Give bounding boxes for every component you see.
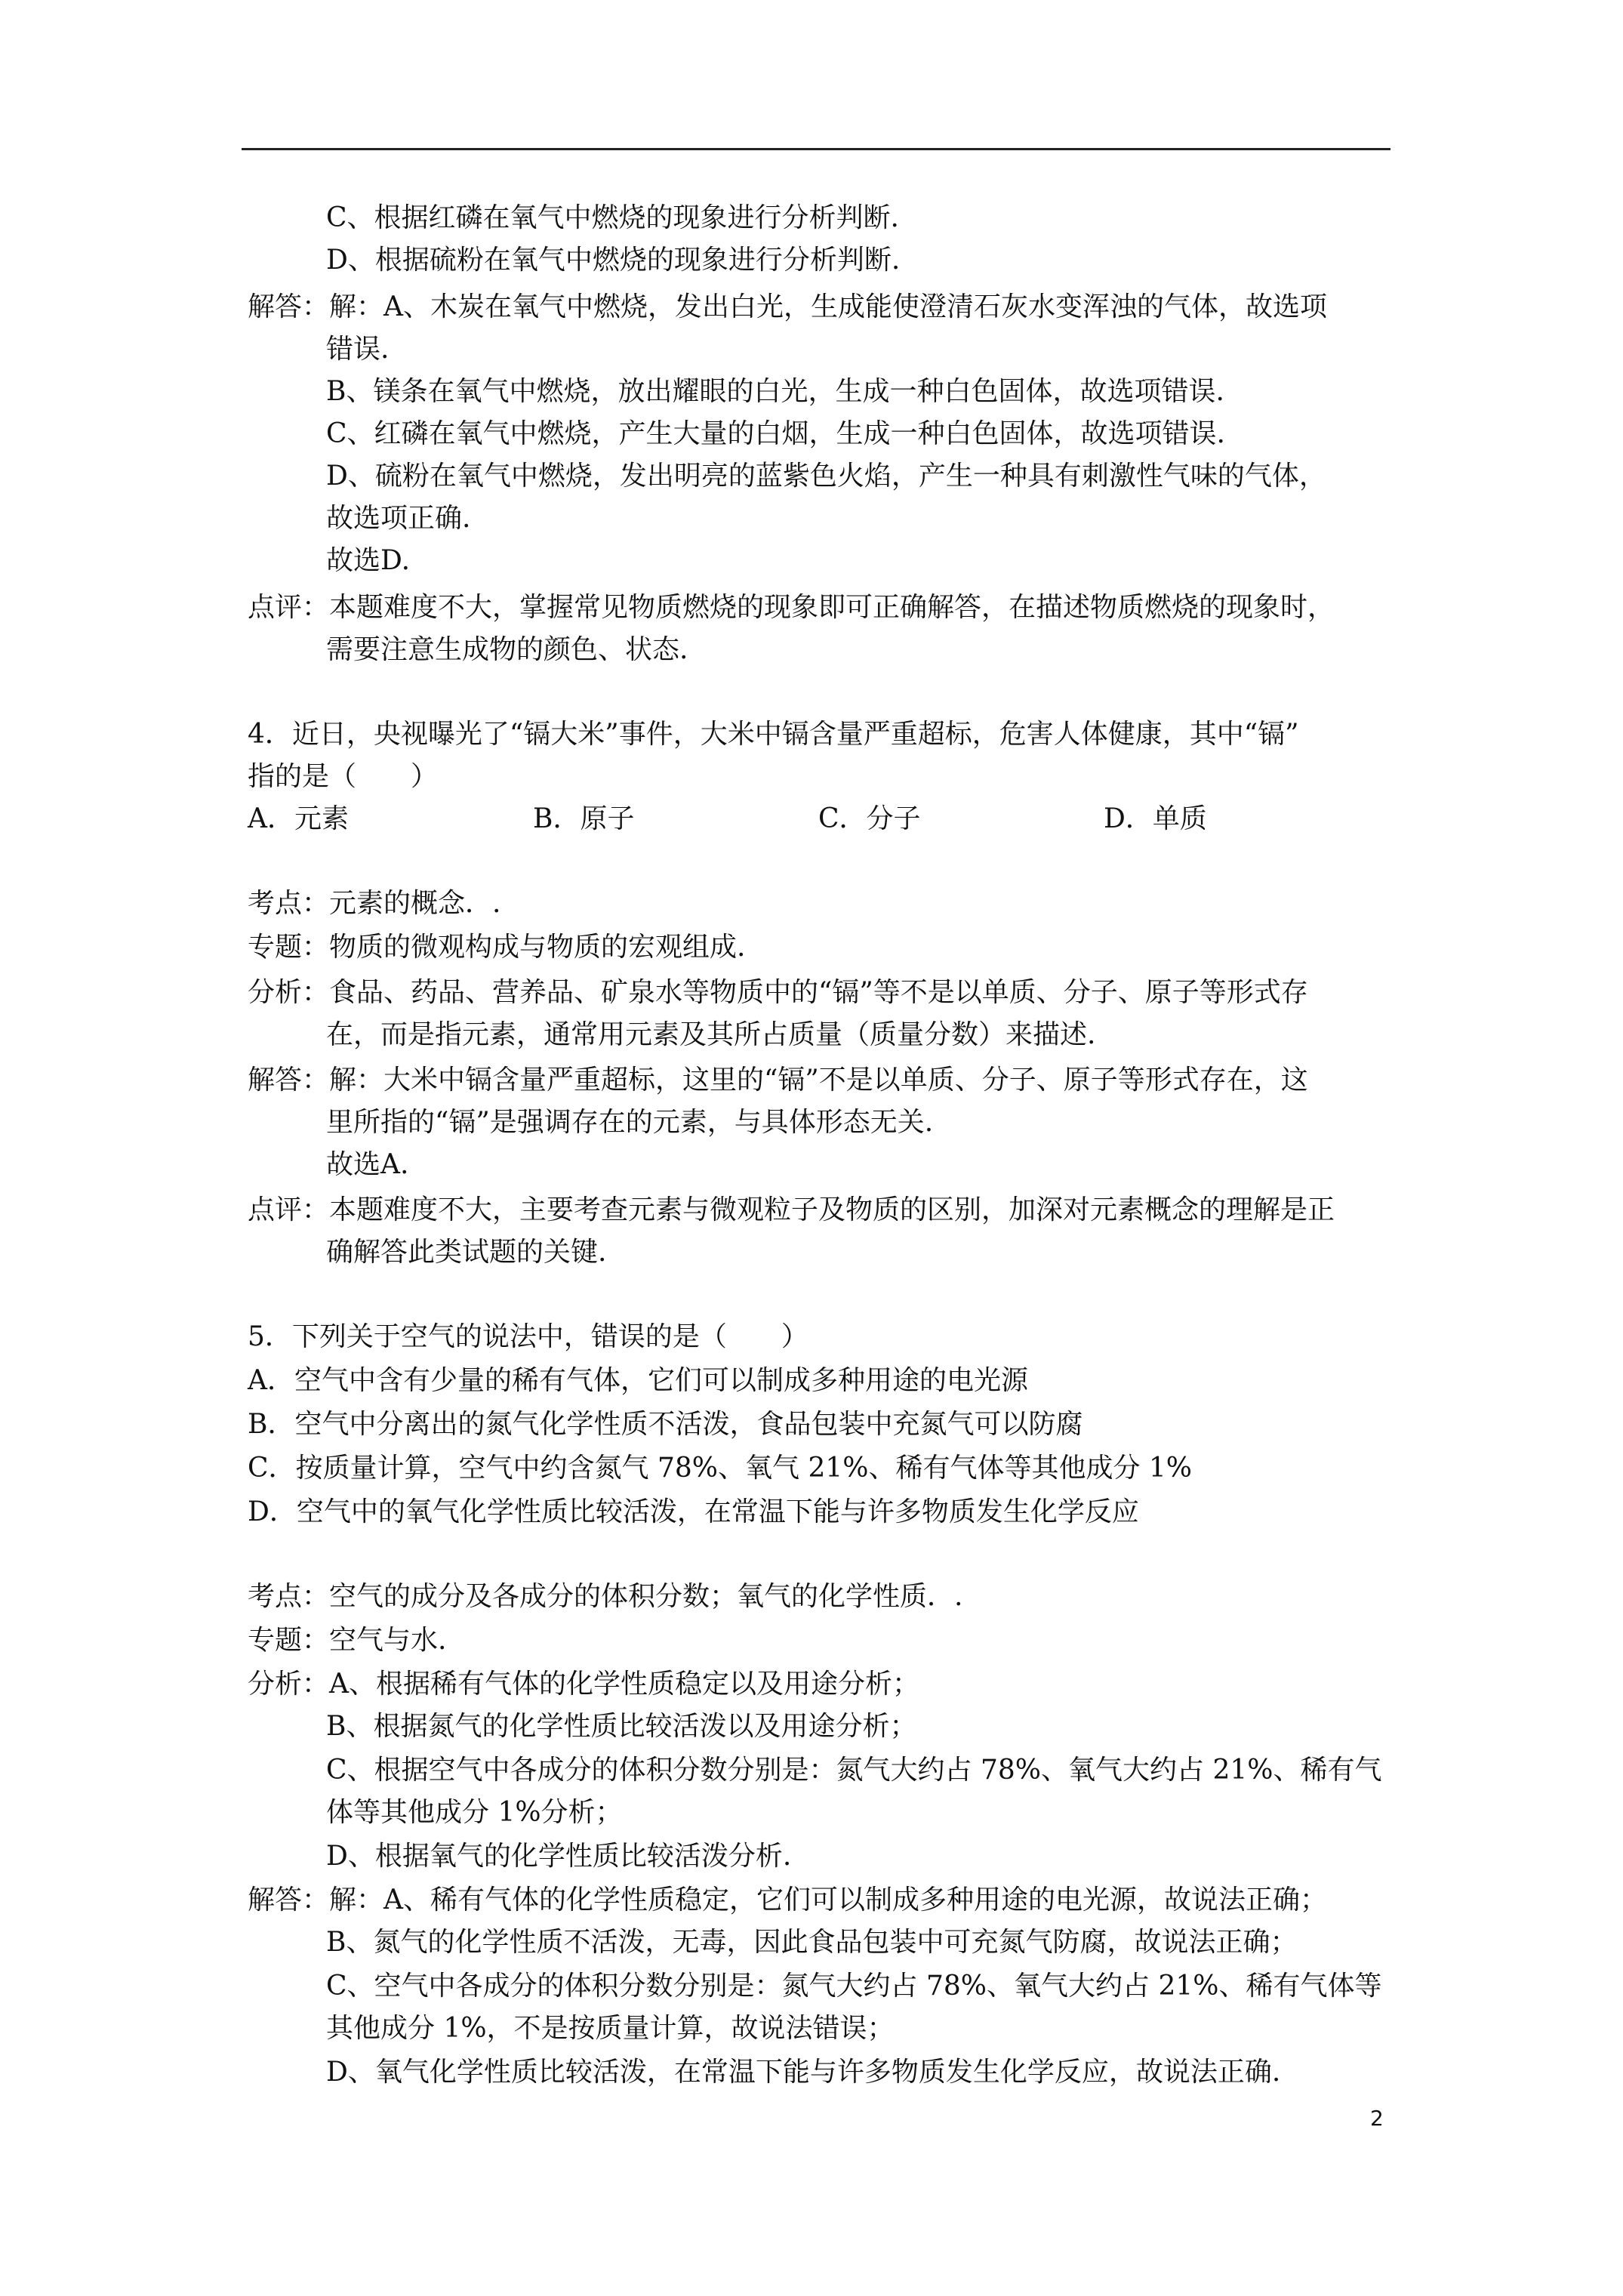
q4-options xyxy=(248,803,1380,836)
q5-option-a: A．空气中含有少量的稀有气体，它们可以制成多种用途的电光源 xyxy=(248,1365,1028,1396)
q4-analysis-line1: 分析：食品、药品、营养品、矿泉水等物质中的“镉”等不是以单质、分子、原子等形式存 xyxy=(248,977,1308,1008)
q4-stem-line2: 指的是（ ） xyxy=(248,761,439,792)
q4-analysis-line2: 在，而是指元素，通常用元素及其所占质量（质量分数）来描述. xyxy=(326,1019,1096,1050)
q4-comment-line2: 确解答此类试题的关键. xyxy=(326,1237,607,1268)
q4-answer-line2: 里所指的“镉”是强调存在的元素，与具体形态无关. xyxy=(326,1107,934,1138)
header-rule xyxy=(242,148,1390,150)
q5-answer-c-line2: 其他成分 1%，不是按质量计算，故说法错误； xyxy=(326,2013,895,2044)
q3-comment-line1: 点评：本题难度不大，掌握常见物质燃烧的现象即可正确解答，在描述物质燃烧的现象时， xyxy=(248,592,1335,623)
q5-option-d: D．空气中的氧气化学性质比较活泼，在常温下能与许多物质发生化学反应 xyxy=(248,1496,1139,1527)
q5-answer-d: D、氧气化学性质比较活泼，在常温下能与许多物质发生化学反应，故说法正确. xyxy=(326,2057,1281,2088)
q5-analysis-b: B、根据氮气的化学性质比较活泼以及用途分析； xyxy=(326,1711,917,1742)
q5-analysis-a: 分析：A、根据稀有气体的化学性质稳定以及用途分析； xyxy=(248,1669,919,1700)
q4-option-a: A．元素 xyxy=(248,803,349,834)
q3-answer-a-line2: 错误. xyxy=(326,334,390,365)
q5-answer-c-line1: C、空气中各成分的体积分数分别是：氮气大约占 78%、氧气大约占 21%、稀有气体等 xyxy=(326,1971,1382,2002)
q5-zhuanti: 专题：空气与水. xyxy=(248,1625,447,1656)
q4-stem-line1: 4．近日，央视曝光了“镉大米”事件，大米中镉含量严重超标，危害人体健康，其中“镉” xyxy=(248,719,1299,750)
q4-option-b: B．原子 xyxy=(533,803,635,834)
q3-answer-c: C、红磷在氧气中燃烧，产生大量的白烟，生成一种白色固体，故选项错误. xyxy=(326,418,1225,449)
q3-answer-b: B、镁条在氧气中燃烧，放出耀眼的白光，生成一种白色固体，故选项错误. xyxy=(326,376,1224,407)
q3-answer-d-line2: 故选项正确. xyxy=(326,503,471,534)
q5-stem: 5．下列关于空气的说法中，错误的是（ ） xyxy=(248,1321,808,1352)
page-number: 2 xyxy=(1370,2106,1384,2131)
q4-zhuanti: 专题：物质的微观构成与物质的宏观组成. xyxy=(248,932,746,963)
q5-analysis-c-line2: 体等其他成分 1%分析； xyxy=(326,1797,623,1828)
q5-answer-a: 解答：解：A、稀有气体的化学性质稳定，它们可以制成多种用途的电光源，故说法正确； xyxy=(248,1885,1327,1915)
q3-analysis-c: C、根据红磷在氧气中燃烧的现象进行分析判断. xyxy=(326,202,899,233)
q5-analysis-c-line1: C、根据空气中各成分的体积分数分别是：氮气大约占 78%、氧气大约占 21%、稀有气 xyxy=(326,1755,1382,1786)
q4-answer-line1: 解答：解：大米中镉含量严重超标，这里的“镉”不是以单质、分子、原子等形式存在，这 xyxy=(248,1065,1308,1096)
q5-analysis-d: D、根据氧气的化学性质比较活泼分析. xyxy=(326,1841,792,1872)
q4-choice: 故选A. xyxy=(326,1149,409,1180)
q5-option-b: B．空气中分离出的氮气化学性质不活泼，食品包装中充氮气可以防腐 xyxy=(248,1409,1083,1440)
q5-kaodian: 考点：空气的成分及各成分的体积分数；氧气的化学性质．. xyxy=(248,1581,963,1612)
q3-comment-line2: 需要注意生成物的颜色、状态. xyxy=(326,634,688,665)
q4-comment-line1: 点评：本题难度不大，主要考查元素与微观粒子及物质的区别，加深对元素概念的理解是正 xyxy=(248,1194,1335,1225)
q5-answer-b: B、氮气的化学性质不活泼，无毒，因此食品包装中可充氮气防腐，故说法正确； xyxy=(326,1927,1298,1958)
q4-kaodian: 考点：元素的概念．. xyxy=(248,888,501,919)
q4-option-c: C．分子 xyxy=(818,803,921,834)
q3-choice: 故选D. xyxy=(326,545,411,576)
q3-answer-d-line1: D、硫粉在氧气中燃烧，发出明亮的蓝紫色火焰，产生一种具有刺激性气味的气体， xyxy=(326,461,1326,492)
q4-option-d: D．单质 xyxy=(1104,803,1207,834)
q3-analysis-d: D、根据硫粉在氧气中燃烧的现象进行分析判断. xyxy=(326,245,901,276)
q5-option-c: C．按质量计算，空气中约含氮气 78%、氧气 21%、稀有气体等其他成分 1% xyxy=(248,1453,1193,1484)
q3-answer-a-line1: 解答：解：A、木炭在氧气中燃烧，发出白光，生成能使澄清石灰水变浑浊的气体，故选项 xyxy=(248,291,1327,322)
